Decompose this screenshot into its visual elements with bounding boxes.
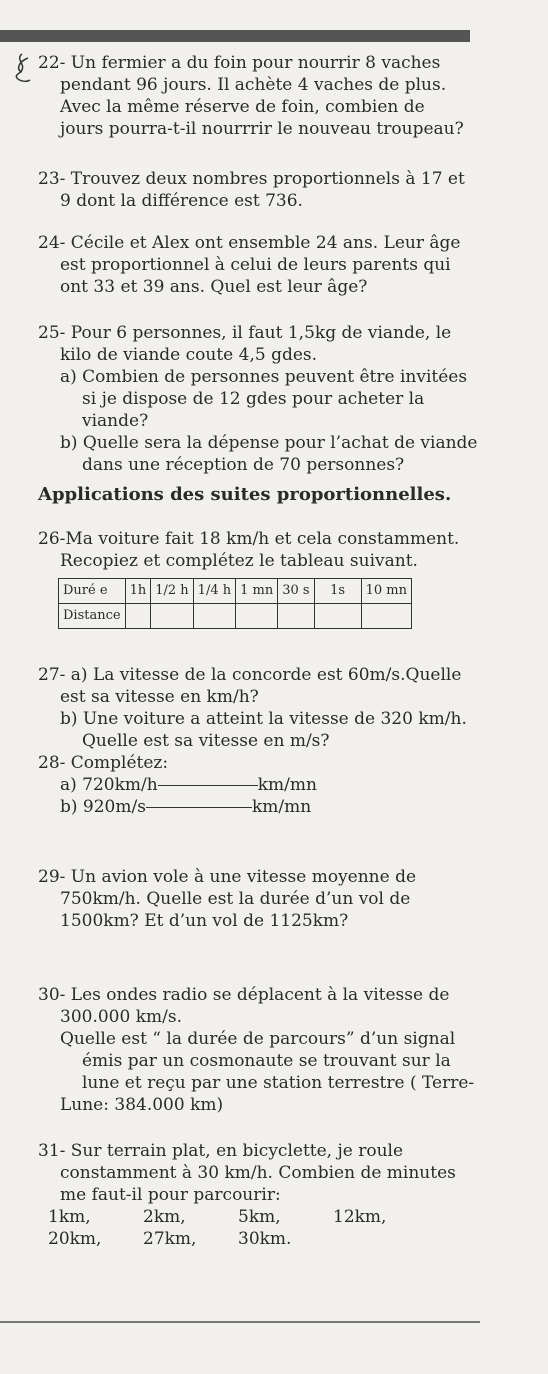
table-cell: 1h (125, 579, 151, 604)
table-row (59, 604, 412, 629)
q29-line1: 29- Un avion vole à une vitesse moyenne de (38, 867, 417, 887)
section-heading: Applications des suites proportionnelles. (38, 484, 452, 505)
q24-line2: est proportionnel à celui de leurs parents qui (60, 255, 451, 275)
list-item: 30km. (238, 1229, 292, 1249)
question-29 (38, 866, 478, 932)
table-cell: 1 mn (236, 579, 278, 604)
q23-line2: 9 dont la différence est 736. (60, 191, 303, 211)
question-30 (38, 984, 478, 1116)
bottom-divider (0, 1321, 480, 1323)
question-22 (38, 52, 478, 140)
table-cell: Duré e (59, 579, 126, 604)
q29-line2: 750km/h. Quelle est la durée d’un vol de (60, 889, 411, 909)
list-item: 2km, (143, 1207, 186, 1227)
q28-a-left: a) 720km/h (60, 775, 158, 795)
q28-title: 28- Complétez: (38, 753, 169, 773)
table-cell (125, 604, 151, 629)
q28-b (38, 796, 478, 818)
question-25 (38, 322, 478, 476)
table-cell: 1s (314, 579, 361, 604)
q30-line1: 30- Les ondes radio se déplacent à la vitesse de (38, 985, 450, 1005)
answer-blank (158, 785, 258, 786)
q27-b-line2: Quelle est sa vitesse en m/s? (82, 731, 330, 751)
table-cell (193, 604, 235, 629)
q27-a-line1: 27- a) La vitesse de la concorde est 60m/s.Quelle (38, 665, 462, 685)
q28-b-left: b) 920m/s (60, 797, 146, 817)
table-cell: 10 mn (361, 579, 411, 604)
table-cell (278, 604, 314, 629)
question-28 (38, 752, 478, 818)
pen-mark-icon (8, 52, 36, 86)
question-31 (38, 1140, 478, 1250)
q23-line1: 23- Trouvez deux nombres proportionnels à 17 et (38, 169, 465, 189)
q26-line1: 26-Ma voiture fait 18 km/h et cela constamment. (38, 529, 460, 549)
q31-line1: 31- Sur terrain plat, en bicyclette, je roule (38, 1141, 404, 1161)
question-27 (38, 664, 478, 752)
table-cell: Distance (59, 604, 126, 629)
question-23 (38, 168, 478, 212)
q28-b-right: km/mn (251, 797, 312, 817)
question-24 (38, 232, 478, 298)
table-cell: 1/2 h (151, 579, 193, 604)
q24-line3: ont 33 et 39 ans. Quel est leur âge? (60, 277, 368, 297)
q25-b-line1: b) Quelle sera la dépense pour l’achat de viande (60, 433, 478, 453)
q28-a (38, 774, 478, 796)
q25-line2: kilo de viande coute 4,5 gdes. (60, 345, 318, 365)
table-cell (314, 604, 361, 629)
q26-line2: Recopiez et complétez le tableau suivant. (60, 551, 418, 571)
duration-distance-table (58, 578, 412, 629)
q24-line1: 24- Cécile et Alex ont ensemble 24 ans. Leur âge (38, 233, 461, 253)
answer-blank (146, 807, 252, 808)
table-cell: 1/4 h (193, 579, 235, 604)
q25-a-line1: a) Combien de personnes peuvent être invitées (60, 367, 468, 387)
q30-line3: Quelle est “ la durée de parcours” d’un signal (60, 1029, 456, 1049)
table-cell: 30 s (278, 579, 314, 604)
q27-b-line1: b) Une voiture a atteint la vitesse de 320 km/h. (60, 709, 467, 729)
q22-line3: Avec la même réserve de foin, combien de (60, 97, 425, 117)
question-26 (38, 528, 478, 629)
top-border-bar (0, 30, 470, 42)
table-cell (151, 604, 193, 629)
table-cell (361, 604, 411, 629)
q25-a-line2: si je dispose de 12 gdes pour acheter la viande? (82, 389, 425, 431)
q28-a-right: km/mn (257, 775, 317, 795)
q22-line1: 22- Un fermier a du foin pour nourrir 8 vaches (38, 53, 441, 73)
q27-a-line2: est sa vitesse en km/h? (60, 687, 259, 707)
list-item: 5km, (238, 1207, 281, 1227)
list-item: 1km, (48, 1207, 91, 1227)
q30-line6: Lune: 384.000 km) (60, 1095, 224, 1115)
list-item: 27km, (143, 1229, 197, 1249)
q30-line4: émis par un cosmonaute se trouvant sur la (82, 1051, 451, 1071)
q30-line5: lune et reçu par une station terrestre ( Terre- (82, 1073, 475, 1093)
q31-line3: me faut-il pour parcourir: (60, 1185, 281, 1205)
q25-line1: 25- Pour 6 personnes, il faut 1,5kg de viande, le (38, 323, 452, 343)
q22-line4: jours pourra-t-il nourrrir le nouveau troupeau? (60, 119, 464, 139)
table-cell (236, 604, 278, 629)
q25-b-line2: dans une réception de 70 personnes? (82, 455, 405, 475)
table-row (59, 579, 412, 604)
list-item: 12km, (333, 1207, 387, 1227)
distance-list (38, 1206, 478, 1250)
q31-line2: constamment à 30 km/h. Combien de minutes (60, 1163, 456, 1183)
list-item: 20km, (48, 1229, 102, 1249)
q30-line2: 300.000 km/s. (60, 1007, 182, 1027)
q22-line2: pendant 96 jours. Il achète 4 vaches de plus. (60, 75, 447, 95)
q29-line3: 1500km? Et d’un vol de 1125km? (60, 911, 349, 931)
